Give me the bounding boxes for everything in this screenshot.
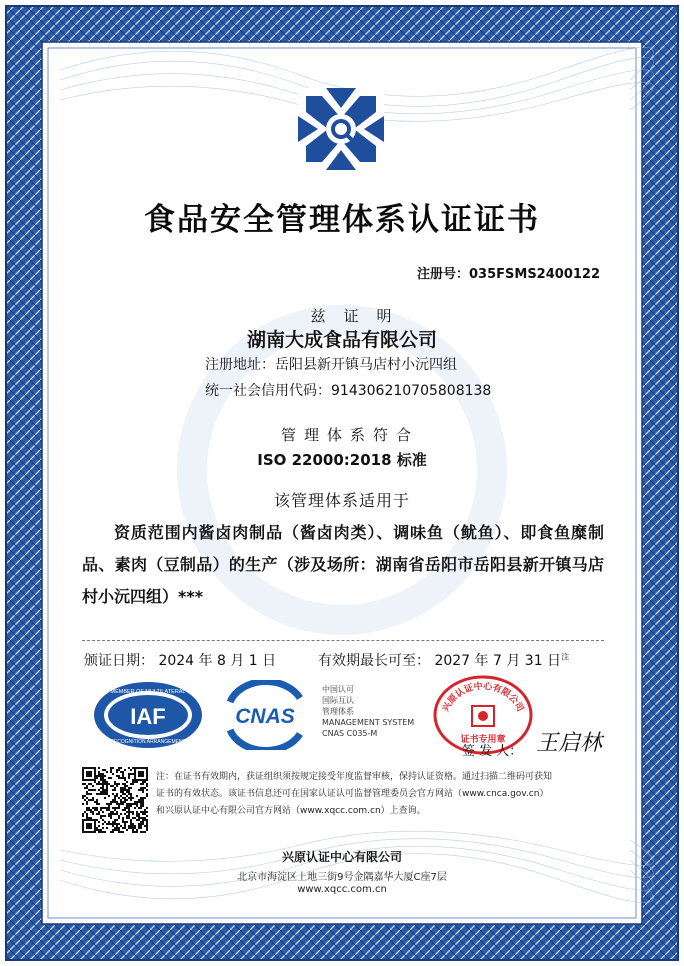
certification-scope: 资质范围内酱卤肉制品（酱卤肉类）、调味鱼（鱿鱼）、即食鱼糜制品、素肉（豆制品）的生产（涉及场所：湖南省岳阳市岳阳县新开镇马店村小沅四组）*** <box>82 523 604 606</box>
divider <box>82 640 604 641</box>
note-line: 注：在证书有效期内，获证组织须按规定接受年度监督审核，保持认证资格。通过扫描二维码可获知 <box>156 772 553 782</box>
applies-heading: 该管理体系适用于 <box>273 491 410 510</box>
standard: ISO 22000:2018 标准 <box>257 451 427 469</box>
cnas-text: CNAS <box>235 705 295 728</box>
issuer-website[interactable]: www.xqcc.com.cn <box>297 884 387 895</box>
cnas-info-line: MANAGEMENT SYSTEM <box>322 718 415 727</box>
cnas-info-line: 管理体系 <box>322 707 354 716</box>
cnas-info-line: CNAS C035-M <box>322 729 378 738</box>
note-line: 和兴原认证中心有限公司官方网站（www.xqcc.com.cn）上查询。 <box>156 806 426 816</box>
cnas-info-line: 中国认可 <box>322 685 354 694</box>
registration-number: 注册号：035FSMS2400122 <box>417 267 600 282</box>
valid-until-text: 有效期最长可至： 2027 年 7 月 31 日 <box>318 653 562 669</box>
iaf-top-text: MEMBER OF MULTILATERAL <box>110 689 186 695</box>
signer-label: 签 发 人： <box>462 744 523 759</box>
registered-address: 注册地址：岳阳县新开镇马店村小沅四组 <box>205 357 457 373</box>
issue-date: 颁证日期： 2024 年 8 月 1 日 <box>84 653 277 669</box>
proof-heading: 兹证明 <box>310 307 410 325</box>
cnas-info <box>322 684 414 739</box>
issuer-name: 兴原认证中心有限公司 <box>281 850 402 864</box>
cnas-logo-icon <box>216 680 314 750</box>
note-line: 证书的有效状态。该证书信息还可在国家认证认可监督管理委员会官方网站（www.cnca.gov.cn） <box>156 789 549 799</box>
verification-note <box>156 769 608 820</box>
valid-until <box>318 650 569 670</box>
certificate-title: 食品安全管理体系认证证书 <box>144 202 540 238</box>
issuer-address: 北京市海淀区上地三街9号金隅嘉华大厦C座7层 <box>237 872 447 883</box>
signature: 王启林 <box>536 731 603 756</box>
xqcc-logo-icon <box>296 86 386 172</box>
qr-code-icon[interactable] <box>82 767 148 833</box>
cnas-info-line: 国际互认 <box>322 696 354 705</box>
seal-bottom-text: 证书专用章 <box>460 735 506 745</box>
credit-code: 统一社会信用代码：914306210705808138 <box>205 383 492 399</box>
company-name: 湖南大成食品有限公司 <box>246 329 437 351</box>
iaf-bottom-text: RECOGNITION ARRANGEMENT <box>110 739 186 745</box>
conforms-heading: 管理体系符合 <box>280 426 419 444</box>
valid-note-mark: 注 <box>561 652 570 662</box>
iaf-logo-icon <box>92 680 204 750</box>
seal-arc-text: 兴原认证中心有限公司 <box>441 681 525 714</box>
iaf-main-text: IAF <box>130 704 166 729</box>
